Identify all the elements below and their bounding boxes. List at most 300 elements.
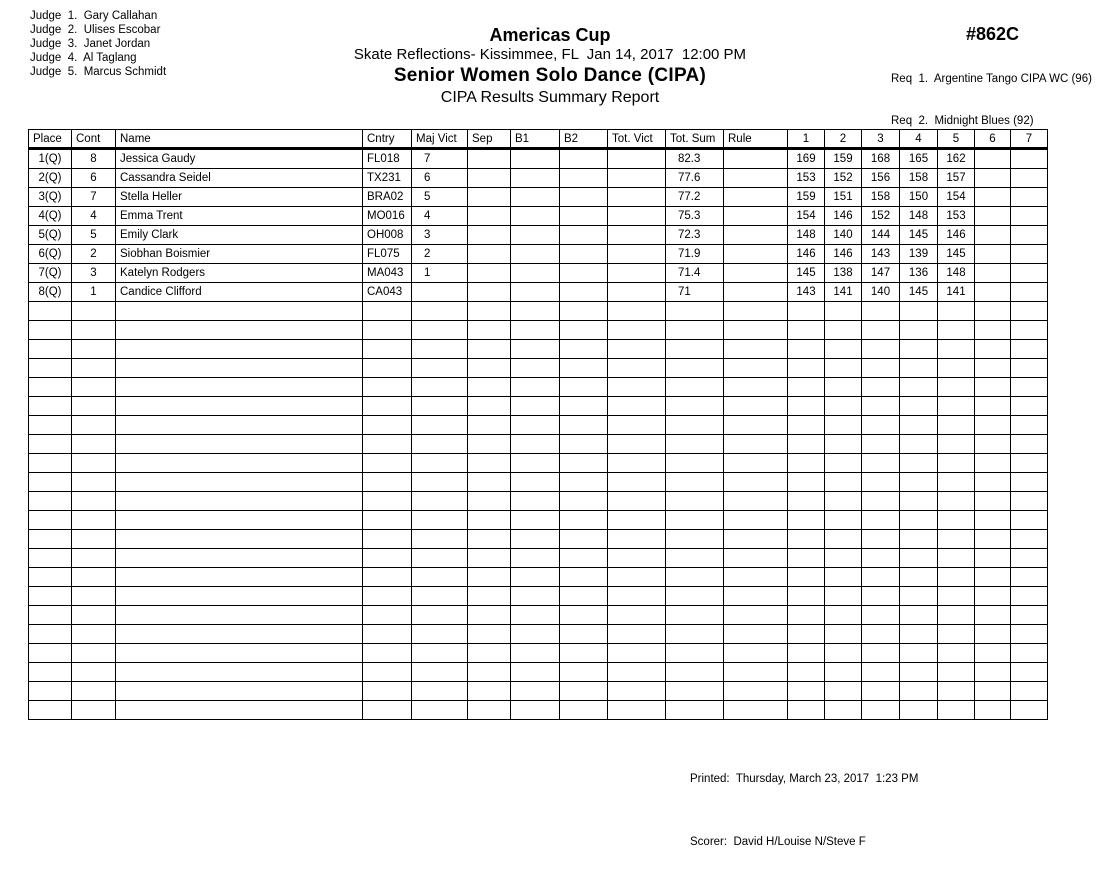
empty-table-row [29,492,1048,511]
table-cell [724,169,788,188]
table-cell [900,530,938,549]
table-cell: 154 [938,188,975,207]
table-cell [975,188,1011,207]
table-cell: 8(Q) [29,283,72,302]
table-cell [975,416,1011,435]
table-cell [1011,606,1048,625]
table-cell [975,321,1011,340]
table-cell [900,644,938,663]
table-cell [72,587,116,606]
table-cell [511,226,560,245]
table-cell [938,511,975,530]
requirement-1: Req 1. Argentine Tango CIPA WC (96) [891,73,1092,85]
table-cell [938,378,975,397]
empty-table-row [29,378,1048,397]
table-cell [363,454,412,473]
table-cell [560,435,608,454]
table-cell [862,549,900,568]
table-cell [975,530,1011,549]
table-cell [825,568,862,587]
table-cell [938,644,975,663]
column-header: Tot. Sum [666,130,724,149]
table-cell [724,511,788,530]
table-cell [363,530,412,549]
table-cell [560,283,608,302]
table-cell: 157 [938,169,975,188]
table-cell [788,511,825,530]
table-cell [560,302,608,321]
table-cell: 2 [72,245,116,264]
table-cell [666,511,724,530]
table-cell: 153 [938,207,975,226]
table-cell [608,416,666,435]
table-row [29,283,1048,302]
table-row [29,188,1048,207]
table-cell [560,473,608,492]
table-cell [511,378,560,397]
table-cell [468,587,511,606]
table-cell [608,302,666,321]
table-cell [900,340,938,359]
table-cell [72,606,116,625]
table-cell [511,321,560,340]
table-cell [862,473,900,492]
table-cell [560,188,608,207]
table-cell [468,435,511,454]
table-cell [560,207,608,226]
table-cell [560,226,608,245]
table-cell [511,682,560,701]
table-cell [412,682,468,701]
table-cell [116,416,363,435]
table-cell [900,435,938,454]
table-cell [72,359,116,378]
table-cell [788,435,825,454]
table-cell [72,682,116,701]
table-cell [468,340,511,359]
table-cell [666,530,724,549]
table-cell [560,321,608,340]
table-cell [788,549,825,568]
table-cell [938,435,975,454]
table-cell [363,321,412,340]
table-cell [788,587,825,606]
table-cell [412,302,468,321]
column-header: Place [29,130,72,149]
table-cell: 1(Q) [29,149,72,169]
table-cell [511,283,560,302]
table-cell [608,454,666,473]
table-cell [468,454,511,473]
table-cell [608,283,666,302]
table-cell [825,340,862,359]
table-cell [666,435,724,454]
table-cell [900,663,938,682]
table-cell [29,435,72,454]
table-cell [468,245,511,264]
table-cell [1011,511,1048,530]
table-cell [825,663,862,682]
table-cell: 152 [825,169,862,188]
table-cell [724,264,788,283]
table-cell [116,587,363,606]
table-cell [938,568,975,587]
table-cell: 1 [72,283,116,302]
table-cell [900,587,938,606]
table-cell: 139 [900,245,938,264]
column-header: 3 [862,130,900,149]
table-cell [724,283,788,302]
table-cell [511,530,560,549]
table-cell [975,587,1011,606]
table-cell [1011,701,1048,720]
table-cell [975,625,1011,644]
table-cell [1011,283,1048,302]
table-cell: OH008 [363,226,412,245]
table-cell [938,625,975,644]
table-cell [468,169,511,188]
table-cell [666,340,724,359]
table-cell [412,492,468,511]
table-cell [511,188,560,207]
table-cell [724,226,788,245]
table-cell [975,207,1011,226]
table-cell [788,321,825,340]
table-cell [900,511,938,530]
table-cell [560,663,608,682]
table-row [29,149,1048,169]
report-name: CIPA Results Summary Report [440,89,660,106]
table-cell [788,378,825,397]
table-cell [29,473,72,492]
table-cell [1011,188,1048,207]
table-cell [724,663,788,682]
table-cell [608,663,666,682]
table-cell [116,682,363,701]
table-cell [468,149,511,169]
table-cell [468,473,511,492]
table-cell [825,511,862,530]
table-cell [72,340,116,359]
table-cell [975,302,1011,321]
table-cell [29,568,72,587]
table-cell [363,378,412,397]
table-cell: Cassandra Seidel [116,169,363,188]
table-cell [412,359,468,378]
table-cell: 158 [900,169,938,188]
table-cell [116,454,363,473]
table-cell [412,283,468,302]
table-cell [666,454,724,473]
table-cell [900,473,938,492]
table-cell [788,397,825,416]
table-cell [560,416,608,435]
table-cell [608,397,666,416]
table-cell [511,663,560,682]
table-cell: 6 [412,169,468,188]
table-cell [788,606,825,625]
table-cell [608,378,666,397]
table-cell: 3 [72,264,116,283]
table-cell [412,701,468,720]
table-cell: 144 [862,226,900,245]
table-cell [900,397,938,416]
table-row [29,169,1048,188]
table-cell [825,549,862,568]
table-cell: 168 [862,149,900,169]
table-cell [938,492,975,511]
table-cell [862,454,900,473]
table-cell: 148 [938,264,975,283]
table-cell [825,625,862,644]
table-cell [608,682,666,701]
table-cell [724,530,788,549]
column-header: 7 [1011,130,1048,149]
table-cell: Emma Trent [116,207,363,226]
table-cell [666,625,724,644]
table-cell [1011,644,1048,663]
table-cell [724,340,788,359]
table-cell: 141 [825,283,862,302]
table-cell: 156 [862,169,900,188]
table-cell [1011,378,1048,397]
table-cell [560,264,608,283]
table-cell: 71.9 [666,245,724,264]
table-cell [666,321,724,340]
column-header: 5 [938,130,975,149]
table-cell [825,682,862,701]
table-cell [560,340,608,359]
table-cell [363,682,412,701]
table-cell [116,359,363,378]
table-cell [724,416,788,435]
table-cell: 150 [900,188,938,207]
table-cell [412,625,468,644]
table-cell [1011,321,1048,340]
table-cell [412,587,468,606]
table-cell [560,606,608,625]
table-cell [788,492,825,511]
table-cell [511,549,560,568]
table-cell [511,701,560,720]
table-cell [975,226,1011,245]
table-cell [666,302,724,321]
table-cell [363,625,412,644]
table-cell [608,625,666,644]
table-cell [116,435,363,454]
table-cell [724,568,788,587]
table-cell [72,302,116,321]
table-cell [116,625,363,644]
table-row [29,245,1048,264]
empty-table-row [29,587,1048,606]
table-cell [511,416,560,435]
table-cell [788,473,825,492]
table-cell [900,606,938,625]
table-cell: 145 [900,226,938,245]
table-cell [1011,568,1048,587]
table-cell [666,568,724,587]
table-cell [363,359,412,378]
table-cell [825,587,862,606]
table-cell [862,644,900,663]
table-cell: 136 [900,264,938,283]
table-cell: 146 [788,245,825,264]
table-cell [825,302,862,321]
table-cell [666,492,724,511]
table-cell [1011,587,1048,606]
table-cell [666,682,724,701]
table-cell [608,321,666,340]
table-cell [72,644,116,663]
table-cell [29,359,72,378]
table-cell [468,644,511,663]
table-cell [975,663,1011,682]
table-cell [468,359,511,378]
table-cell [29,340,72,359]
table-cell [975,397,1011,416]
table-cell [724,435,788,454]
table-cell: 72.3 [666,226,724,245]
table-cell [608,264,666,283]
table-cell [560,625,608,644]
table-cell [363,701,412,720]
table-cell [468,663,511,682]
table-cell: 158 [862,188,900,207]
table-cell [363,587,412,606]
table-cell [900,701,938,720]
report-header [300,24,800,108]
table-cell [724,454,788,473]
table-cell [363,644,412,663]
table-cell [72,435,116,454]
table-cell [608,587,666,606]
table-cell [1011,530,1048,549]
table-cell [560,587,608,606]
table-cell [975,378,1011,397]
empty-table-row [29,701,1048,720]
table-cell [511,606,560,625]
table-cell [788,359,825,378]
table-cell [511,454,560,473]
table-cell [788,454,825,473]
table-cell [560,492,608,511]
table-cell [938,302,975,321]
table-cell [1011,245,1048,264]
table-cell [666,549,724,568]
table-cell [825,378,862,397]
table-cell [900,359,938,378]
table-cell [468,416,511,435]
column-header: 4 [900,130,938,149]
table-cell [511,340,560,359]
table-cell [116,473,363,492]
table-cell [724,549,788,568]
table-cell: 1 [412,264,468,283]
table-cell [975,435,1011,454]
table-cell [468,606,511,625]
table-cell [788,530,825,549]
table-cell [900,682,938,701]
empty-table-row [29,530,1048,549]
table-cell [724,188,788,207]
table-cell: 5 [412,188,468,207]
table-cell [608,568,666,587]
table-cell [363,568,412,587]
table-cell [1011,149,1048,169]
table-cell [938,587,975,606]
table-cell [862,340,900,359]
table-cell [666,606,724,625]
table-cell [900,321,938,340]
table-cell [116,397,363,416]
table-cell [468,302,511,321]
table-cell [116,378,363,397]
table-cell [975,169,1011,188]
table-cell: 154 [788,207,825,226]
table-cell [116,321,363,340]
table-row [29,226,1048,245]
table-cell [412,511,468,530]
table-cell [412,606,468,625]
table-row [29,207,1048,226]
table-cell: 82.3 [666,149,724,169]
table-cell: 3 [412,226,468,245]
table-cell [724,473,788,492]
column-header: Tot. Vict [608,130,666,149]
table-header-row [29,130,1048,149]
event-name: Senior Women Solo Dance (CIPA) [393,65,707,86]
column-header: Cont [72,130,116,149]
table-cell [788,568,825,587]
table-cell [468,701,511,720]
empty-table-row [29,549,1048,568]
column-header: Sep [468,130,511,149]
table-cell [900,549,938,568]
table-cell [363,397,412,416]
table-cell: 71 [666,283,724,302]
table-cell [29,549,72,568]
table-cell [666,644,724,663]
table-cell [862,416,900,435]
table-cell: MO016 [363,207,412,226]
column-header: Rule [724,130,788,149]
table-cell [938,682,975,701]
table-cell: MA043 [363,264,412,283]
table-cell [862,568,900,587]
table-cell [1011,226,1048,245]
table-cell [788,701,825,720]
table-cell [29,682,72,701]
empty-table-row [29,682,1048,701]
table-cell [72,378,116,397]
table-cell: FL018 [363,149,412,169]
table-cell [938,397,975,416]
table-cell [608,359,666,378]
scorer-names: Scorer: David H/Louise N/Steve F [690,836,866,848]
table-cell: 140 [862,283,900,302]
table-cell [116,549,363,568]
table-cell [72,549,116,568]
table-cell [29,663,72,682]
table-cell: 2(Q) [29,169,72,188]
table-cell [511,492,560,511]
empty-table-row [29,340,1048,359]
table-cell [560,169,608,188]
table-cell: Katelyn Rodgers [116,264,363,283]
table-cell: 148 [900,207,938,226]
table-cell [363,606,412,625]
